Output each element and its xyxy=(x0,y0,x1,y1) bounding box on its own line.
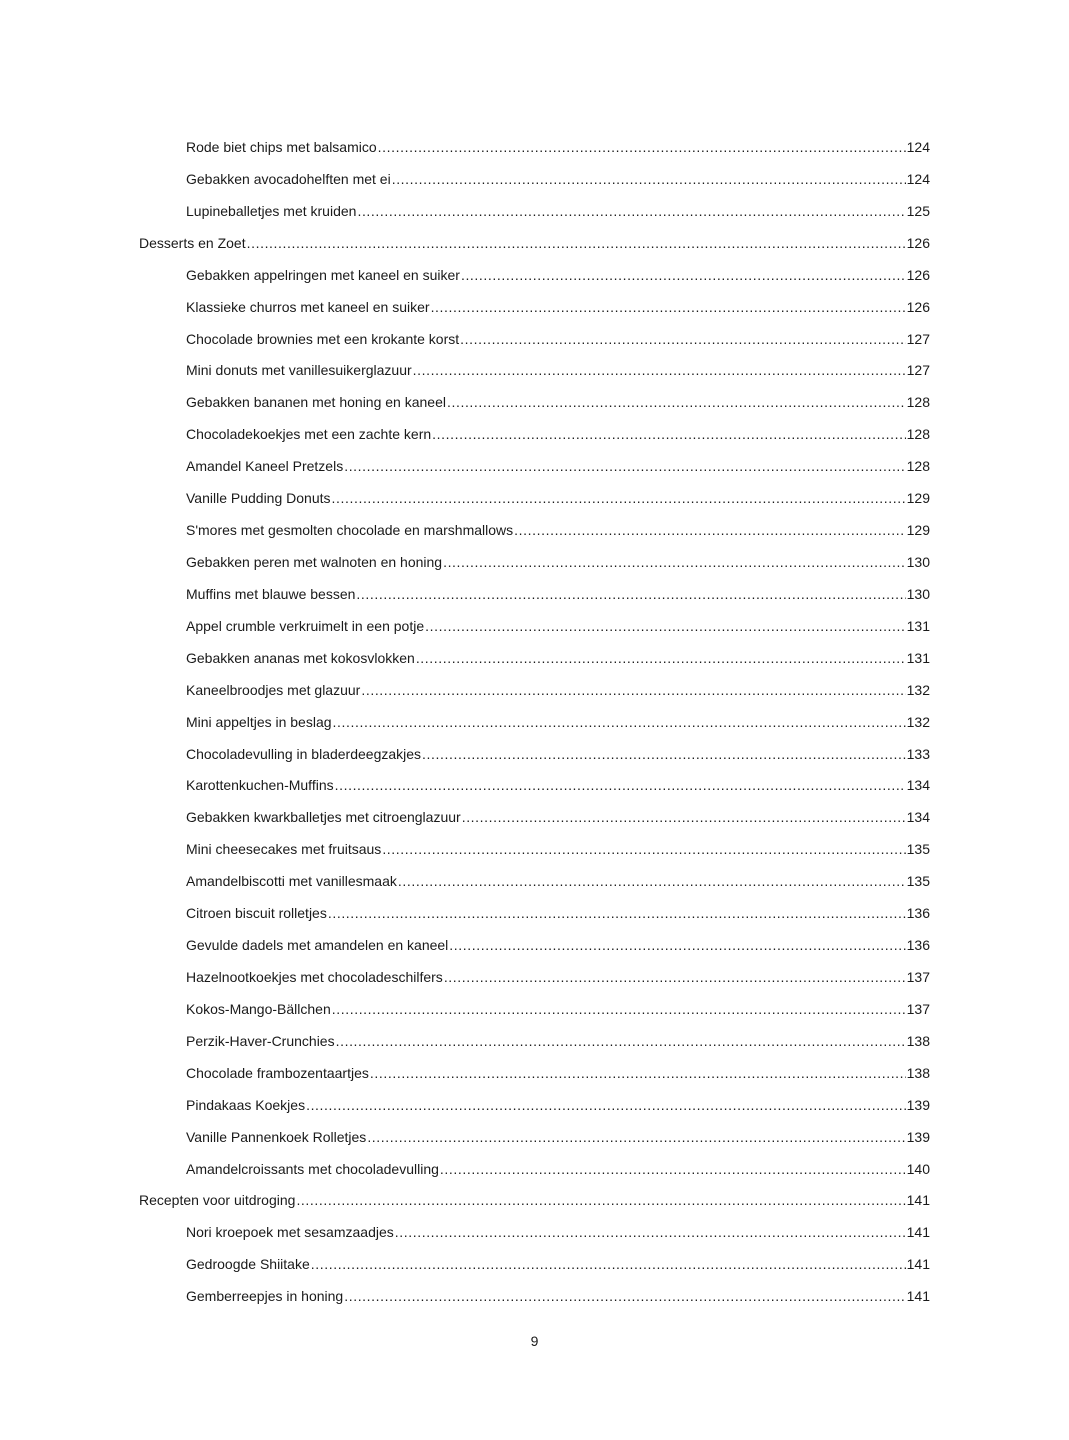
toc-entry-page-number: 133 xyxy=(906,745,930,762)
toc-dot-leader xyxy=(370,1058,906,1090)
toc-entry-title: Chocoladekoekjes met een zachte kern xyxy=(186,426,432,443)
toc-entry-page-number: 134 xyxy=(906,809,930,826)
toc-entry-page-number: 139 xyxy=(906,1128,930,1145)
toc-entry-title: Gebakken ananas met kokosvlokken xyxy=(186,649,415,666)
toc-entry-page-number: 132 xyxy=(906,713,930,730)
toc-dot-leader xyxy=(328,898,906,930)
toc-dot-leader xyxy=(422,739,906,771)
toc-entry[interactable] xyxy=(139,164,930,196)
toc-dot-leader xyxy=(432,419,905,451)
toc-dot-leader xyxy=(425,611,906,643)
toc-entry-page-number: 126 xyxy=(906,298,930,315)
toc-dot-leader xyxy=(361,675,905,707)
toc-entry-page-number: 140 xyxy=(906,1160,930,1177)
toc-dot-leader xyxy=(514,515,905,547)
toc-entry[interactable] xyxy=(139,547,930,579)
toc-entry-title: Pindakaas Koekjes xyxy=(186,1096,306,1113)
toc-entry-page-number: 130 xyxy=(906,585,930,602)
toc-entry-page-number: 125 xyxy=(906,202,930,219)
toc-entry-title: Nori kroepoek met sesamzaadjes xyxy=(186,1224,394,1241)
toc-entry-title: Recepten voor uitdroging xyxy=(139,1192,296,1209)
toc-entry-page-number: 131 xyxy=(906,617,930,634)
toc-dot-leader xyxy=(462,802,906,834)
toc-dot-leader xyxy=(395,1217,906,1249)
toc-section-entry[interactable] xyxy=(139,228,930,260)
toc-entry[interactable] xyxy=(139,834,930,866)
toc-dot-leader xyxy=(367,1122,905,1154)
toc-entry-title: S'mores met gesmolten chocolade en marshmallows xyxy=(186,522,514,539)
toc-entry[interactable] xyxy=(139,579,930,611)
toc-entry-title: Appel crumble verkruimelt in een potje xyxy=(186,617,425,634)
toc-entry-title: Chocolade frambozentaartjes xyxy=(186,1064,369,1081)
toc-entry[interactable] xyxy=(139,1026,930,1058)
toc-entry-page-number: 128 xyxy=(906,394,930,411)
toc-entry[interactable] xyxy=(139,675,930,707)
toc-dot-leader xyxy=(449,930,905,962)
toc-entry-title: Vanille Pannenkoek Rolletjes xyxy=(186,1128,367,1145)
toc-entry-title: Amandel Kaneel Pretzels xyxy=(186,458,344,475)
toc-entry-title: Amandelbiscotti met vanillesmaak xyxy=(186,873,397,890)
toc-entry-page-number: 124 xyxy=(906,170,930,187)
toc-entry[interactable] xyxy=(139,419,930,451)
toc-entry-title: Vanille Pudding Donuts xyxy=(186,490,331,507)
toc-dot-leader xyxy=(357,196,905,228)
toc-entry[interactable] xyxy=(139,1058,930,1090)
toc-entry[interactable] xyxy=(139,515,930,547)
toc-entry-title: Hazelnootkoekjes met chocoladeschilfers xyxy=(186,968,443,985)
toc-entry-page-number: 135 xyxy=(906,873,930,890)
toc-entry[interactable] xyxy=(139,292,930,324)
toc-entry-title: Lupineballetjes met kruiden xyxy=(186,202,357,219)
toc-dot-leader xyxy=(413,355,906,387)
toc-entry-title: Gebakken bananen met honing en kaneel xyxy=(186,394,446,411)
toc-entry-title: Desserts en Zoet xyxy=(139,234,246,251)
toc-entry-title: Gedroogde Shiitake xyxy=(186,1256,310,1273)
toc-entry-page-number: 141 xyxy=(906,1224,930,1241)
toc-entry-title: Gemberreepjes in honing xyxy=(186,1288,344,1305)
toc-entry[interactable] xyxy=(139,1090,930,1122)
toc-entry-title: Kaneelbroodjes met glazuur xyxy=(186,681,361,698)
toc-dot-leader xyxy=(443,547,906,579)
toc-dot-leader xyxy=(461,260,906,292)
toc-entry-page-number: 124 xyxy=(906,139,930,155)
toc-entry-title: Gevulde dadels met amandelen en kaneel xyxy=(186,937,449,954)
toc-entry-page-number: 137 xyxy=(906,968,930,985)
toc-entry[interactable] xyxy=(139,324,930,356)
toc-entry[interactable] xyxy=(139,196,930,228)
toc-dot-leader xyxy=(333,707,906,739)
toc-entry-page-number: 136 xyxy=(906,905,930,922)
toc-dot-leader xyxy=(398,866,906,898)
toc-entry-title: Chocolade brownies met een krokante korst xyxy=(186,330,460,347)
toc-dot-leader xyxy=(444,962,906,994)
toc-entry-page-number: 127 xyxy=(906,362,930,379)
toc-entry[interactable] xyxy=(139,611,930,643)
toc-entry-page-number: 141 xyxy=(906,1192,930,1209)
toc-entry-page-number: 127 xyxy=(906,330,930,347)
toc-dot-leader xyxy=(311,1249,906,1281)
toc-entry-title: Gebakken avocadohelften met ei xyxy=(186,170,391,187)
toc-entry[interactable] xyxy=(139,643,930,675)
toc-entry[interactable] xyxy=(139,898,930,930)
toc-entry-title: Klassieke churros met kaneel en suiker xyxy=(186,298,430,315)
toc-entry-title: Amandelcroissants met chocoladevulling xyxy=(186,1160,439,1177)
toc-dot-leader xyxy=(335,770,906,802)
toc-dot-leader xyxy=(378,132,906,164)
toc-entry-title: Chocoladevulling in bladerdeegzakjes xyxy=(186,745,422,762)
toc-dot-leader xyxy=(344,451,905,483)
toc-dot-leader xyxy=(392,164,906,196)
toc-entry[interactable] xyxy=(139,1281,930,1313)
toc-entry[interactable] xyxy=(139,260,930,292)
toc-entry-title: Mini cheesecakes met fruitsaus xyxy=(186,841,382,858)
toc-entry-title: Gebakken kwarkballetjes met citroenglazuur xyxy=(186,809,461,826)
toc-entry-page-number: 128 xyxy=(906,426,930,443)
toc-entry[interactable] xyxy=(139,994,930,1026)
toc-dot-leader xyxy=(336,1026,906,1058)
toc-dot-leader xyxy=(440,1154,906,1186)
toc-entry-title: Karottenkuchen-Muffins xyxy=(186,777,334,794)
toc-entry-title: Gebakken appelringen met kaneel en suiker xyxy=(186,266,460,283)
toc-entry-title: Kokos-Mango-Bällchen xyxy=(186,1000,331,1017)
toc-entry-title: Mini appeltjes in beslag xyxy=(186,713,332,730)
page-number: 9 xyxy=(530,1333,539,1349)
toc-entry-title: Perzik-Haver-Crunchies xyxy=(186,1032,335,1049)
toc-entry[interactable] xyxy=(139,866,930,898)
toc-dot-leader xyxy=(447,387,906,419)
toc-entry[interactable] xyxy=(139,962,930,994)
toc-dot-leader xyxy=(332,483,906,515)
toc-dot-leader xyxy=(382,834,905,866)
toc-entry-page-number: 138 xyxy=(906,1064,930,1081)
toc-entry-page-number: 126 xyxy=(906,266,930,283)
toc-entry-page-number: 141 xyxy=(906,1288,930,1305)
toc-entry[interactable] xyxy=(139,1154,930,1186)
toc-entry-page-number: 141 xyxy=(906,1256,930,1273)
toc-entry-page-number: 131 xyxy=(906,649,930,666)
toc-entry-title: Citroen biscuit rolletjes xyxy=(186,905,327,922)
toc-entry[interactable] xyxy=(139,132,930,164)
toc-entry[interactable] xyxy=(139,1122,930,1154)
toc-entry-page-number: 138 xyxy=(906,1032,930,1049)
toc-entry-page-number: 136 xyxy=(906,937,930,954)
toc-entry[interactable] xyxy=(139,1249,930,1281)
toc-entry-page-number: 139 xyxy=(906,1096,930,1113)
toc-dot-leader xyxy=(296,1185,905,1217)
toc-entry[interactable] xyxy=(139,355,930,387)
toc-entry-title: Mini donuts met vanillesuikerglazuur xyxy=(186,362,412,379)
table-of-contents xyxy=(139,132,930,1313)
toc-dot-leader xyxy=(431,292,906,324)
toc-entry-page-number: 130 xyxy=(906,553,930,570)
toc-entry[interactable] xyxy=(139,770,930,802)
toc-entry-page-number: 129 xyxy=(906,490,930,507)
toc-entry-page-number: 135 xyxy=(906,841,930,858)
toc-entry-page-number: 137 xyxy=(906,1000,930,1017)
toc-entry-page-number: 129 xyxy=(906,522,930,539)
toc-entry-title: Muffins met blauwe bessen xyxy=(186,585,356,602)
toc-entry-title: Gebakken peren met walnoten en honing xyxy=(186,553,443,570)
toc-entry-page-number: 132 xyxy=(906,681,930,698)
toc-dot-leader xyxy=(416,643,906,675)
toc-dot-leader xyxy=(356,579,905,611)
toc-entry-page-number: 128 xyxy=(906,458,930,475)
toc-dot-leader xyxy=(332,994,906,1026)
toc-dot-leader xyxy=(344,1281,905,1313)
toc-entry[interactable] xyxy=(139,707,930,739)
toc-entry[interactable] xyxy=(139,387,930,419)
toc-entry[interactable] xyxy=(139,1217,930,1249)
toc-entry[interactable] xyxy=(139,802,930,834)
toc-entry-page-number: 126 xyxy=(906,234,930,251)
toc-entry-page-number: 134 xyxy=(906,777,930,794)
toc-section-entry[interactable] xyxy=(139,1185,930,1217)
toc-dot-leader xyxy=(247,228,906,260)
toc-entry[interactable] xyxy=(139,451,930,483)
toc-entry-title: Rode biet chips met balsamico xyxy=(186,139,377,155)
toc-entry[interactable] xyxy=(139,739,930,771)
toc-entry[interactable] xyxy=(139,483,930,515)
toc-entry[interactable] xyxy=(139,930,930,962)
toc-dot-leader xyxy=(460,324,905,356)
toc-dot-leader xyxy=(306,1090,906,1122)
